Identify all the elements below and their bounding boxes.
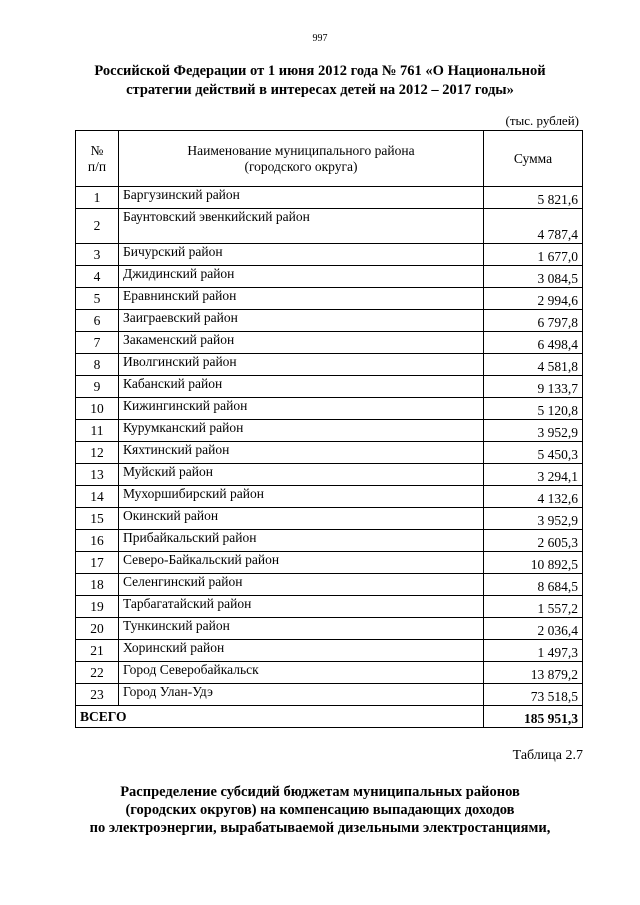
row-name: Закаменский район [119, 332, 484, 354]
row-number: 1 [76, 187, 119, 209]
table-row [76, 486, 583, 508]
table-row [76, 684, 583, 706]
row-number: 16 [76, 530, 119, 552]
row-sum: 5 120,8 [484, 398, 583, 420]
header-name-line-1: Наименование муниципального района [187, 142, 415, 158]
header-number-line-1: № [90, 142, 104, 158]
table-row [76, 187, 583, 209]
subsidy-table [75, 130, 583, 728]
heading-line-1: Российской Федерации от 1 июня 2012 года № 761 «О Национальной [94, 63, 546, 79]
row-number: 11 [76, 420, 119, 442]
row-name: Заиграевский район [119, 310, 484, 332]
next-title-line-1: Распределение субсидий бюджетам муниципальных районов [120, 784, 520, 800]
table-row [76, 420, 583, 442]
unit-note: (тыс. рублей) [505, 113, 579, 128]
table-row [76, 310, 583, 332]
row-name: Тарбагатайский район [119, 596, 484, 618]
table-body [76, 187, 583, 706]
total-label: ВСЕГО [76, 706, 484, 728]
table-row [76, 618, 583, 640]
row-sum: 4 787,4 [484, 209, 583, 244]
row-name: Муйский район [119, 464, 484, 486]
row-number: 3 [76, 244, 119, 266]
row-name: Северо-Байкальский район [119, 552, 484, 574]
row-name: Тункинский район [119, 618, 484, 640]
row-sum: 3 952,9 [484, 508, 583, 530]
row-name: Кяхтинский район [119, 442, 484, 464]
row-sum: 4 581,8 [484, 354, 583, 376]
table-row [76, 244, 583, 266]
row-name: Баргузинский район [119, 187, 484, 209]
row-number: 6 [76, 310, 119, 332]
row-sum: 73 518,5 [484, 684, 583, 706]
row-sum: 4 132,6 [484, 486, 583, 508]
row-name: Кабанский район [119, 376, 484, 398]
row-sum: 1 557,2 [484, 596, 583, 618]
row-number: 7 [76, 332, 119, 354]
table-row [76, 332, 583, 354]
row-sum: 8 684,5 [484, 574, 583, 596]
next-title-line-2: (городских округов) на компенсацию выпадающих доходов [125, 802, 515, 818]
page-number: 997 [312, 33, 328, 44]
table-row [76, 288, 583, 310]
header-number [76, 131, 119, 187]
row-name: Окинский район [119, 508, 484, 530]
total-row [76, 706, 583, 728]
row-sum: 1 677,0 [484, 244, 583, 266]
heading-line-2: стратегии действий в интересах детей на 2012 – 2017 годы» [126, 82, 514, 98]
table-row [76, 596, 583, 618]
row-name: Джидинский район [119, 266, 484, 288]
row-name: Иволгинский район [119, 354, 484, 376]
header-number-line-2: п/п [87, 158, 107, 174]
row-number: 4 [76, 266, 119, 288]
next-table-title [60, 783, 580, 837]
row-number: 12 [76, 442, 119, 464]
row-sum: 10 892,5 [484, 552, 583, 574]
row-number: 21 [76, 640, 119, 662]
row-sum: 13 879,2 [484, 662, 583, 684]
header-sum: Сумма [484, 131, 583, 187]
row-name: Еравнинский район [119, 288, 484, 310]
next-title-line-3: по электроэнергии, вырабатываемой дизельными электростанциями, [89, 820, 551, 836]
row-sum: 6 797,8 [484, 310, 583, 332]
header-name-line-2: (городского округа) [244, 158, 358, 174]
row-number: 10 [76, 398, 119, 420]
table-row [76, 442, 583, 464]
row-sum: 1 497,3 [484, 640, 583, 662]
row-name: Мухоршибирский район [119, 486, 484, 508]
row-sum: 2 036,4 [484, 618, 583, 640]
table-row [76, 266, 583, 288]
table-row [76, 574, 583, 596]
table-row [76, 209, 583, 244]
header-name [119, 131, 484, 187]
row-name: Город Северобайкальск [119, 662, 484, 684]
row-number: 8 [76, 354, 119, 376]
row-number: 17 [76, 552, 119, 574]
table-row [76, 354, 583, 376]
row-number: 9 [76, 376, 119, 398]
table-row [76, 552, 583, 574]
row-name: Город Улан-Удэ [119, 684, 484, 706]
row-number: 23 [76, 684, 119, 706]
row-name: Хоринский район [119, 640, 484, 662]
row-number: 15 [76, 508, 119, 530]
table-row [76, 398, 583, 420]
row-sum: 9 133,7 [484, 376, 583, 398]
row-number: 20 [76, 618, 119, 640]
row-name: Селенгинский район [119, 574, 484, 596]
row-name: Курумканский район [119, 420, 484, 442]
row-number: 5 [76, 288, 119, 310]
row-sum: 5 450,3 [484, 442, 583, 464]
row-sum: 3 084,5 [484, 266, 583, 288]
row-name: Баунтовский эвенкийский район [119, 209, 484, 244]
row-number: 14 [76, 486, 119, 508]
table-row [76, 376, 583, 398]
table-caption-label: Таблица 2.7 [512, 748, 583, 763]
table-row [76, 640, 583, 662]
page-heading [60, 62, 580, 100]
row-name: Бичурский район [119, 244, 484, 266]
row-sum: 2 994,6 [484, 288, 583, 310]
table-row [76, 530, 583, 552]
row-name: Прибайкальский район [119, 530, 484, 552]
row-sum: 2 605,3 [484, 530, 583, 552]
table-row [76, 464, 583, 486]
row-sum: 3 294,1 [484, 464, 583, 486]
table-header-row [76, 131, 583, 187]
table-row [76, 662, 583, 684]
row-number: 18 [76, 574, 119, 596]
row-sum: 5 821,6 [484, 187, 583, 209]
row-name: Кижингинский район [119, 398, 484, 420]
total-sum: 185 951,3 [484, 706, 583, 728]
row-number: 2 [76, 209, 119, 244]
row-number: 19 [76, 596, 119, 618]
row-number: 22 [76, 662, 119, 684]
row-sum: 6 498,4 [484, 332, 583, 354]
row-sum: 3 952,9 [484, 420, 583, 442]
table-row [76, 508, 583, 530]
row-number: 13 [76, 464, 119, 486]
